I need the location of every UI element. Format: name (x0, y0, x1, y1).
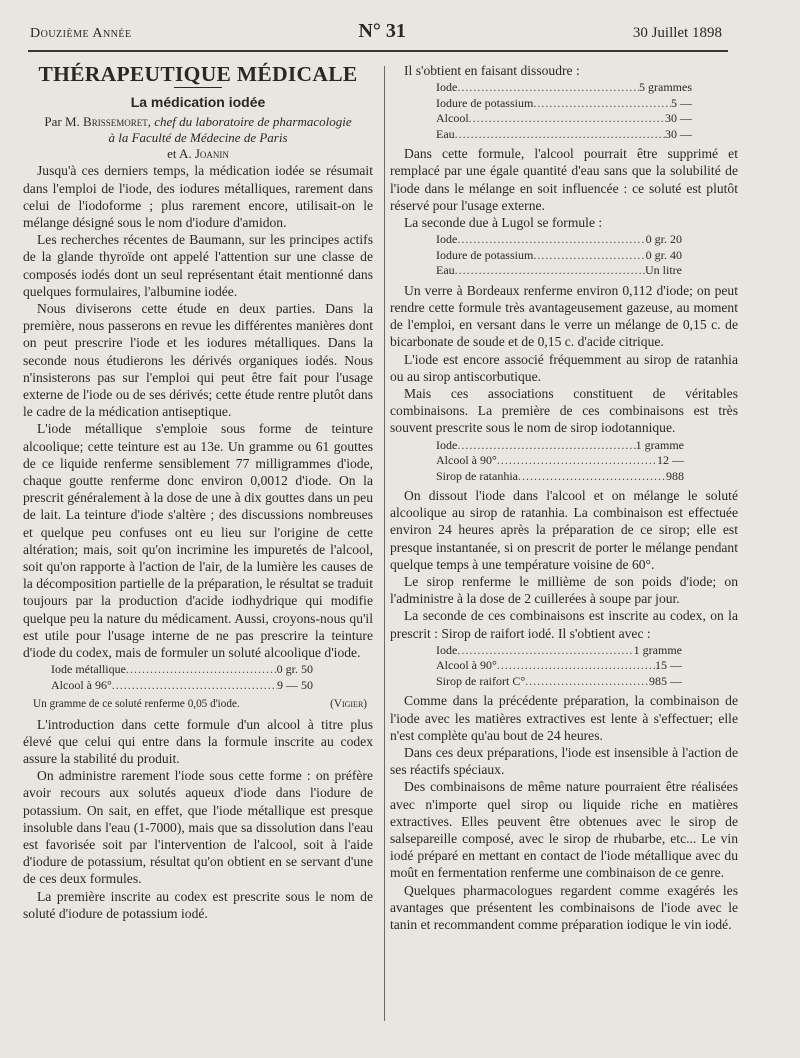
recipe-row: Iode métallique ..... 0 gr. 50 (51, 662, 313, 678)
section-title: THÉRAPEUTIQUE MÉDICALE (38, 62, 358, 86)
paragraph: La seconde due à Lugol se formule : (404, 215, 603, 231)
paragraph: L'iode est encore associé fréquemment au sirop de ratanhia ou au sirop antiscorbutique. (390, 351, 738, 384)
recipe-row: Alcool à 90° ..... 15 — (436, 658, 682, 674)
paragraph: Comme dans la précédente préparation, la combinaison de l'iode avec les matières extractives est lente à s'effectuer; elle n'est complète qu'au bout de 24 heures. (390, 693, 738, 743)
recipe-row: Iode ..... 1 gramme (436, 438, 684, 454)
paragraph: Dans ces deux préparations, l'iode est insensible à l'action de ses réactifs spéciaux. (390, 744, 738, 778)
recipe-row: Iode ..... 1 gramme (436, 643, 682, 659)
paragraph: Jusqu'à ces derniers temps, la médication iodée se résumait dans l'emploi de l'iode, des iodures métalliques, rarement dans celui de l'iodoforme ; plus rarement encore, utilisait-on le mélange désigné sous le nom d'iodure d'amidon. (23, 163, 373, 231)
recipe-note (33, 696, 367, 713)
recipe-row: Alcool à 96° ..... 9 — 50 (51, 678, 313, 694)
volume-year: Douzième Année (30, 26, 132, 41)
recipe-row: Eau ..... 30 — (436, 127, 692, 143)
recipe-row: Iode ..... 5 grammes (436, 80, 692, 96)
recipe-list (436, 643, 682, 690)
paragraph: Nous diviserons cette étude en deux parties. Dans la première, nous passerons en revue les différentes manières dont on peut prescrire l'iode et les iodures métalliques. Dans la seconde nous étudierons les dérivés organiques iodés. Nous n'insisterons pas sur l'emploi qui peut être fait pour l'usage externe de l'iode ou de ses dérivés; cette étude rentre plutôt dans le cadre de la médication antiseptique. (23, 301, 373, 420)
issue-number: N° 31 (358, 20, 406, 42)
paragraph: Le sirop renferme le millième de son poids d'iode; on l'administre à la dose de 2 cuillerées à soupe par jour. (390, 574, 738, 607)
recipe-row: Iode ..... 0 gr. 20 (436, 232, 682, 248)
recipe-row: Iodure de potassium ..... 5 — (436, 96, 692, 112)
byline-par: Par M. (44, 114, 80, 130)
paragraph: Un verre à Bordeaux renferme environ 0,112 d'iode; on peut rendre cette formule très avantageusement gazeuse, au moment de l'emploi, en versant dans le verre un mélange de 0,15 c. de bicarbonate de soude et de 0,15 c. d'acide citrique. (390, 282, 738, 350)
author-affiliation-2: à la Faculté de Médecine de Paris (108, 130, 288, 146)
paragraph: Mais ces associations constituent de véritables combinaisons. La première de ces combinaisons est très souvent prescrite sous le nom de sirop iodotannique. (390, 385, 738, 436)
recipe-list (51, 662, 313, 693)
right-column (390, 62, 738, 933)
recipe-row: Sirop de ratanhia ..... 988 (436, 469, 684, 485)
paragraph: L'introduction dans cette formule d'un alcool à titre plus élevé que celui qui entre dans la formule inscrite au codex assure la stabilité du produit. (23, 716, 373, 766)
issue-date: 30 Juillet 1898 (632, 25, 722, 41)
recipe-row: Sirop de raifort C° ..... 985 — (436, 674, 682, 690)
left-column (23, 62, 373, 922)
author-affiliation: chef du laboratoire de pharmacologie (154, 114, 352, 130)
header-rule (28, 50, 728, 52)
recipe-row: Iodure de potassium ..... 0 gr. 40 (436, 248, 682, 264)
recipe-source: (Vigier) (330, 698, 367, 711)
author-name: Brissemoret, (83, 114, 151, 130)
paragraph: La première inscrite au codex est prescrite sous le nom de soluté d'iodure de potassium iodé. (23, 888, 373, 921)
recipe-row: Alcool à 90° ..... 12 — (436, 453, 684, 469)
coauthor-name: Joanin (194, 146, 229, 162)
running-head (30, 20, 722, 46)
paragraph: On administre rarement l'iode sous cette forme : on préfère avoir recours aux solutés aqueux d'iode dans l'iodure de potassium. On sait, en effet, que l'iode métallique est presque insoluble dans l'eau (1-7000), mais que sa dissolution dans l'eau est favorisée soit par l'intervention de l'alcool, soit à l'aide d'iodure de potassium, résultat qu'on obtient en se servant d'une de ces deux formules. (23, 768, 373, 887)
paragraph: Des combinaisons de même nature pourraient être réalisées avec n'importe quel sirop ou liquide riche en matières extractives. Elles peuvent être obtenues avec le sirop de salsepareille composé, avec le sirop de rhubarbe, etc... Le vin iodé préparé en mettant en contact de l'iode métallique avec du moût en fermentation renferme une combinaison de ce genre. (390, 779, 738, 881)
recipe-list (436, 80, 692, 142)
recipe-list (436, 438, 684, 485)
title-rule (174, 87, 222, 88)
byline-and: et A. (167, 146, 192, 162)
article-title: La médication iodée (130, 94, 266, 111)
recipe-note-text: Un gramme de ce soluté renferme 0,05 d'iode. (33, 698, 240, 711)
column-divider (384, 66, 385, 1021)
byline (23, 114, 373, 162)
paragraph: L'iode métallique s'emploie sous forme de teinture alcoolique; cette teinture est au 13e. Un gramme ou 61 gouttes de ce liquide renferme sensiblement 77 milligrammes d'iode, chaque goutte renferme donc environ 0,0012 d'iode. On la prescrit généralement à la dose de une à dix gouttes dans un peu de lait. La teinture d'iode s'altère ; des discussions nombreuses et quelque peu confuses ont eu lieu sur l'origine de cette altération; mais, soit qu'on incrimine les impuretés de l'alcool, soit qu'on rapporte à l'action de l'air, de la lumière les causes de la décomposition partielle de la préparation, le résultat se traduit toujours par la production d'acide iodhydrique qui modifie quelque peu la nature du médicament. Aussi, croyons-nous qu'il est utile pour l'usage interne de ne pas prescrire la teinture d'iode du codex, mais de formuler un soluté alcoolique d'iode. (23, 421, 373, 661)
paragraph: Quelques pharmacologues regardent comme exagérés les avantages que présentent les combinaisons de l'iode avec le tanin et recommandent comme préparation iodique le vin iodé. (390, 882, 738, 933)
paragraph: Les recherches récentes de Baumann, sur les principes actifs de la glande thyroïde ont appelé l'attention sur une classe de composés iodés dont un seul représentant était mentionné dans quelques formulaires, l'albumine iodée. (23, 232, 373, 299)
paragraph: Il s'obtient en faisant dissoudre : (404, 63, 580, 78)
recipe-row: Eau ..... Un litre (436, 263, 682, 279)
recipe-list (436, 232, 682, 279)
recipe-row: Alcool ..... 30 — (436, 111, 692, 127)
paragraph: Dans cette formule, l'alcool pourrait être supprimé et remplacé par une égale quantité d'eau sans que la solubilité de l'iode dans le mélange en soit influencée : ce soluté est plutôt réservé pour l'usage externe. (390, 146, 738, 213)
paragraph: La seconde de ces combinaisons est inscrite au codex, on la prescrit : Sirop de raifort iodé. Il s'obtient avec : (390, 608, 738, 641)
paragraph: On dissout l'iode dans l'alcool et on mélange le soluté alcoolique au sirop de ratanhia. La combinaison est effectuée environ 24 heures après la préparation de ce sirop; elle est presque instantanée, si on prescrit de porter le mélange pendant quelque temps à une température voisine de 60°. (390, 488, 738, 572)
